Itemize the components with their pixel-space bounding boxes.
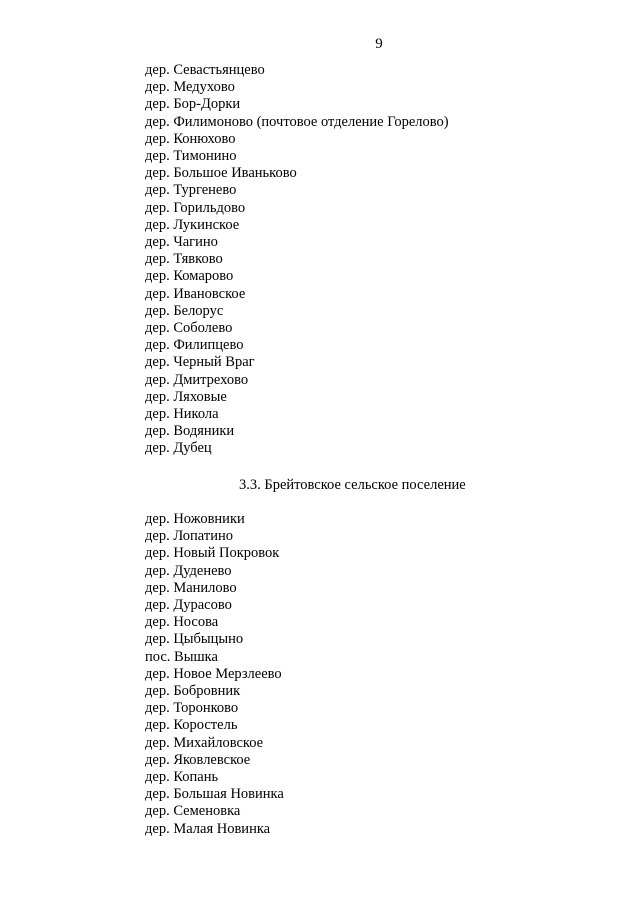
list-item: дер. Дуденево bbox=[145, 562, 232, 579]
list-item: дер. Дмитрехово bbox=[145, 371, 249, 388]
list-item: дер. Яковлевское bbox=[145, 751, 251, 768]
list-item: дер. Севастьянцево bbox=[145, 62, 265, 78]
list-item: дер. Горильдово bbox=[145, 199, 246, 216]
list-item: дер. Ножовники bbox=[145, 511, 245, 527]
list-item: дер. Тургенево bbox=[145, 182, 237, 199]
list-item: дер. Новый Покровок bbox=[145, 545, 280, 562]
list-item: дер. Дубец bbox=[145, 440, 212, 457]
list-item: дер. Манилово bbox=[145, 579, 237, 596]
list-item: дер. Большое Иваньково bbox=[145, 165, 297, 182]
list-item: дер. Ивановское bbox=[145, 285, 246, 302]
list-item: дер. Конюхово bbox=[145, 130, 236, 147]
list-item: дер. Ляховые bbox=[145, 388, 227, 405]
list-item: дер. Тявково bbox=[145, 251, 223, 268]
list-item: дер. Чагино bbox=[145, 234, 218, 251]
list-item: дер. Копань bbox=[145, 769, 219, 786]
settlement-list-2 bbox=[145, 511, 284, 838]
list-item: дер. Малая Новинка bbox=[145, 820, 271, 837]
list-item: дер. Носова bbox=[145, 614, 219, 631]
list-item: дер. Никола bbox=[145, 406, 219, 423]
list-item: дер. Бобровник bbox=[145, 683, 241, 700]
list-item: дер. Черный Враг bbox=[145, 354, 255, 371]
list-item: дер. Дурасово bbox=[145, 597, 232, 614]
list-item: дер. Водяники bbox=[145, 423, 235, 440]
section-heading: 3.3. Брейтовское сельское поселение bbox=[239, 477, 466, 493]
settlement-list-1 bbox=[145, 62, 449, 458]
list-item: дер. Новое Мерзлеево bbox=[145, 665, 282, 682]
list-item: дер. Комарово bbox=[145, 268, 234, 285]
list-item: дер. Тимонино bbox=[145, 148, 237, 165]
list-item: дер. Бор-Дорки bbox=[145, 96, 241, 113]
list-item: дер. Коростель bbox=[145, 717, 238, 734]
list-item: пос. Вышка bbox=[145, 648, 218, 665]
list-item: дер. Большая Новинка bbox=[145, 786, 284, 803]
list-item: дер. Цыбыцыно bbox=[145, 631, 244, 648]
list-item: дер. Белорус bbox=[145, 302, 224, 319]
list-item: дер. Михайловское bbox=[145, 734, 264, 751]
list-item: дер. Торонково bbox=[145, 700, 239, 717]
list-item: дер. Лопатино bbox=[145, 528, 233, 545]
list-item: дер. Филипцево bbox=[145, 337, 244, 354]
list-item: дер. Семеновка bbox=[145, 803, 241, 820]
list-item: дер. Лукинское bbox=[145, 216, 240, 233]
list-item: дер. Медухово bbox=[145, 79, 235, 96]
list-item: дер. Соболево bbox=[145, 320, 233, 337]
list-item: дер. Филимоново (почтовое отделение Горелово) bbox=[145, 113, 449, 130]
page-number: 9 bbox=[375, 36, 383, 52]
